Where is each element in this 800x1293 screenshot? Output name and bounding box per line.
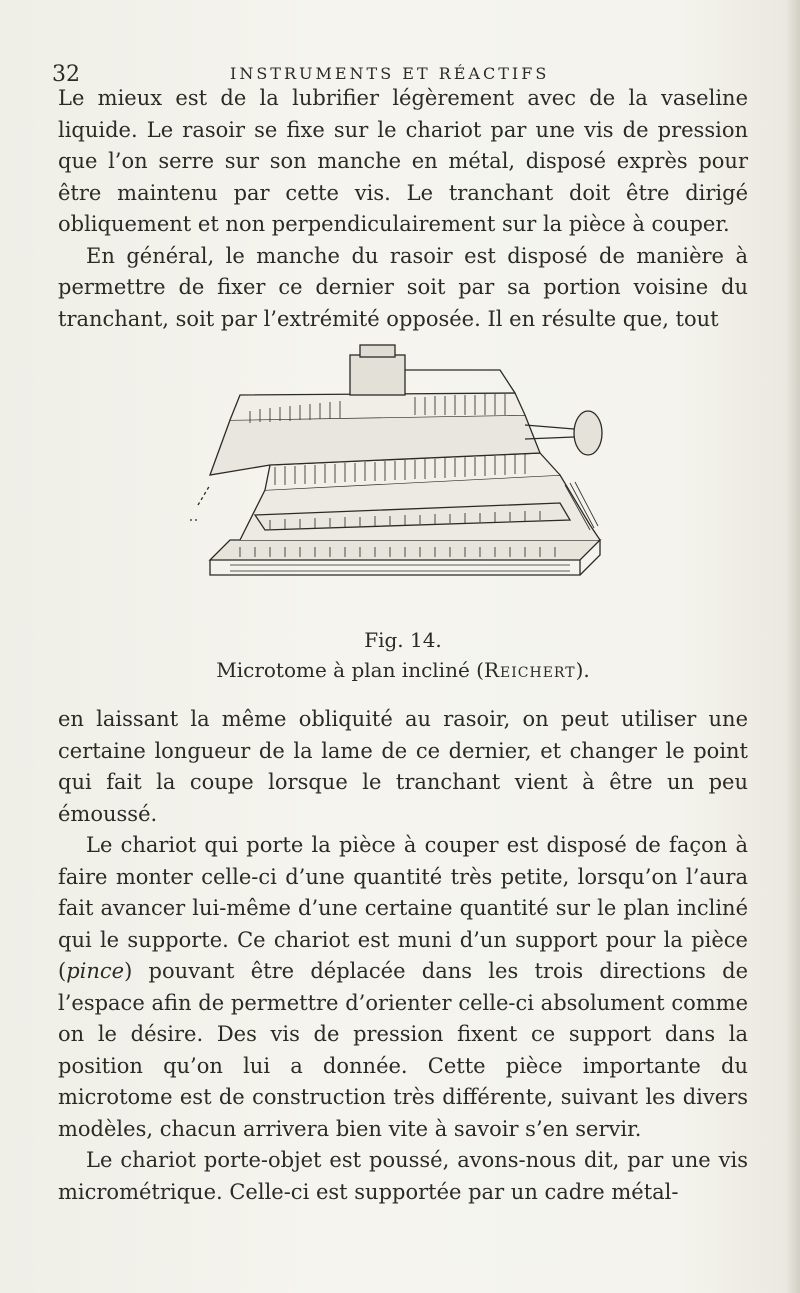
figure-caption bbox=[58, 658, 748, 682]
paragraph bbox=[58, 830, 748, 1145]
paragraph: En général, le manche du rasoir est disposé de manière à permettre de fixer ce dernier soit par sa portion voisine du tranchant, soit par l’extrémité opposée. Il en résulte que, tout bbox=[58, 243, 748, 331]
caption-author: Reichert bbox=[483, 658, 576, 682]
italic-term: pince bbox=[66, 959, 125, 983]
page-number: 32 bbox=[52, 62, 80, 87]
caption-end: ). bbox=[575, 658, 590, 682]
paragraph-text: ) pouvant être déplacée dans les trois directions de l’espace afin de permettre d’orienter celle-ci absolument comme on le désire. Des vis de pression fixent ce support dans la position qu’on lui a donnée. Cette pièce importante du microtome est de construction très différente, suivant les divers modèles, chacun arrivera bien vite à savoir s’en servir. bbox=[58, 959, 748, 1141]
paragraph-text: Le chariot qui porte la pièce à couper est disposé de façon à faire monter celle-ci d’une quantité très petite, lorsqu’on l’aura fait avancer lui-même d’une certaine quantité sur le plan incliné qui le supporte. Ce chariot est muni d’un support pour la pièce ( bbox=[58, 833, 748, 983]
text-block-top bbox=[58, 83, 748, 335]
paragraph: en laissant la même obliquité au rasoir, on peut utiliser une certaine longueur de la lame de ce dernier, et changer le point qui fait la coupe lorsque le tranchant vient à être un peu émoussé. bbox=[58, 707, 748, 826]
section-title: INSTRUMENTS ET RÉACTIFS bbox=[230, 64, 550, 83]
microtome-illustration bbox=[170, 325, 620, 605]
page-edge-shadow bbox=[786, 0, 800, 1293]
text-block-bottom bbox=[58, 704, 748, 1208]
paragraph: Le mieux est de la lubrifier légèrement avec de la vaseline liquide. Le rasoir se fixe sur le chariot par une vis de pression que l’on serre sur son manche en métal, disposé exprès pour être maintenu par cette vis. Le tranchant doit être dirigé obliquement et non perpendiculairement sur la pièce à couper. bbox=[58, 86, 748, 236]
figure-label: Fig. 14. bbox=[364, 628, 442, 652]
paragraph: Le chariot porte-objet est poussé, avons-nous dit, par une vis micrométrique. Celle-ci est supportée par un cadre métal- bbox=[58, 1148, 748, 1204]
caption-text: Microtome à plan incliné ( bbox=[216, 658, 484, 682]
